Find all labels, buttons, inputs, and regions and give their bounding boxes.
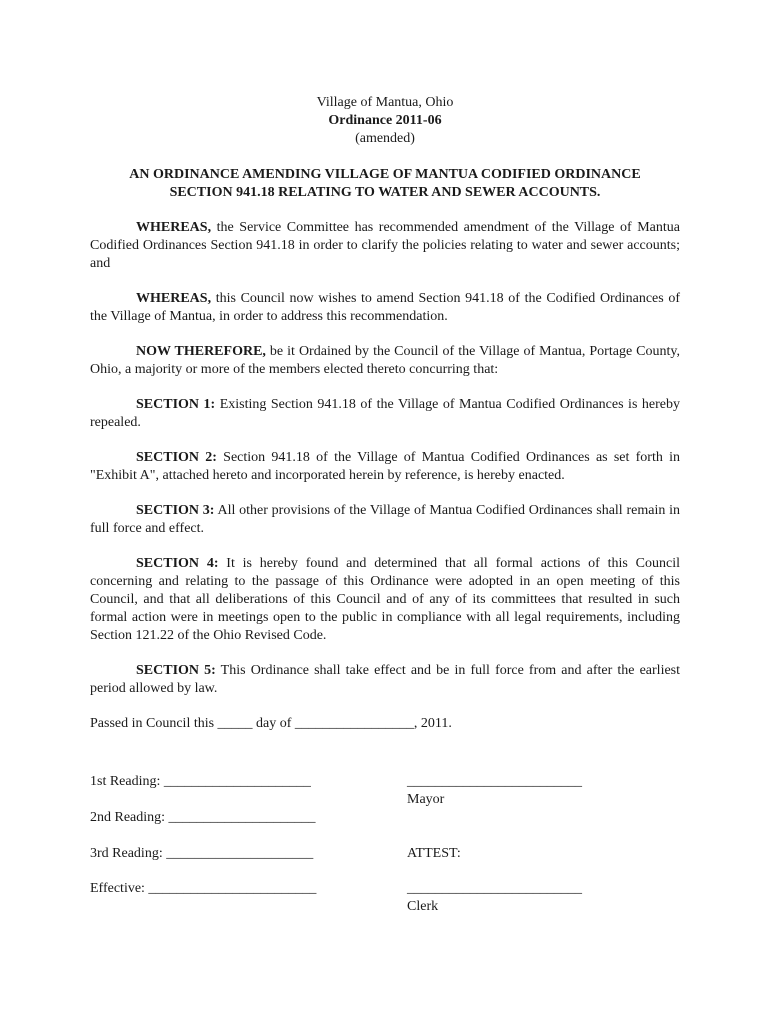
paragraph-lead: SECTION 5:	[136, 663, 216, 678]
whereas-paragraph-2	[90, 290, 680, 326]
effective-line: Effective: ________________________	[90, 881, 317, 896]
whereas-paragraph-1	[90, 219, 680, 273]
attest-label: ATTEST:	[407, 846, 461, 861]
paragraph-text: Section 941.18 of the Village of Mantua Codified Ordinances as set forth in "Exhibit A", attached hereto and incorporated herein by reference, is hereby enacted.	[90, 450, 680, 483]
section-5-paragraph	[90, 662, 680, 698]
signature-block	[90, 769, 680, 929]
paragraph-lead: WHEREAS,	[136, 291, 212, 306]
village-name: Village of Mantua, Ohio	[316, 95, 454, 110]
paragraph-text: All other provisions of the Village of Mantua Codified Ordinances shall remain in full force and effect.	[90, 503, 680, 536]
clerk-signature-line: _________________________	[407, 881, 582, 896]
paragraph-text: This Ordinance shall take effect and be in full force from and after the earliest period allowed by law.	[90, 663, 681, 696]
paragraph-lead: SECTION 1:	[136, 397, 216, 412]
title-line-2: SECTION 941.18 RELATING TO WATER AND SEWER ACCOUNTS.	[169, 185, 601, 200]
paragraph-lead: NOW THEREFORE,	[136, 344, 266, 359]
ordinance-number: Ordinance 2011-06	[328, 113, 442, 128]
mayor-label: Mayor	[407, 792, 445, 807]
paragraph-text: be it Ordained by the Council of the Village of Mantua, Portage County, Ohio, a majority or more of the members elected thereto concurring that:	[90, 344, 680, 377]
now-therefore-paragraph	[90, 343, 680, 379]
document-header	[90, 94, 680, 148]
amended-note: (amended)	[355, 131, 415, 146]
section-2-paragraph	[90, 449, 680, 485]
paragraph-lead: WHEREAS,	[136, 220, 212, 235]
ordinance-title	[90, 166, 680, 202]
third-reading-line: 3rd Reading: _____________________	[90, 846, 314, 861]
paragraph-text: this Council now wishes to amend Section 941.18 of the Codified Ordinances of the Village of Mantua, in order to address this recommendation.	[90, 291, 680, 324]
paragraph-text: Existing Section 941.18 of the Village of Mantua Codified Ordinances is hereby repealed.	[90, 397, 680, 430]
paragraph-text: It is hereby found and determined that all formal actions of this Council concerning and relating to the passage of this Ordinance were adopted in an open meeting of this Council, and that all deliberations of this Council and of any of its committees that resulted in such formal action were in meetings open to the public in compliance with all legal requirements, including Section 121.22 of the Ohio Revised Code.	[90, 556, 680, 643]
clerk-label: Clerk	[407, 899, 439, 914]
paragraph-lead: SECTION 3:	[136, 503, 215, 518]
section-3-paragraph	[90, 502, 680, 538]
paragraph-lead: SECTION 2:	[136, 450, 217, 465]
second-reading-line: 2nd Reading: _____________________	[90, 810, 316, 825]
section-4-paragraph	[90, 555, 680, 645]
document-page	[90, 94, 681, 914]
mayor-signature-line: _________________________	[407, 774, 582, 789]
paragraph-lead: SECTION 4:	[136, 556, 219, 571]
title-line-1: AN ORDINANCE AMENDING VILLAGE OF MANTUA CODIFIED ORDINANCE	[129, 167, 641, 182]
section-1-paragraph	[90, 396, 680, 432]
passed-in-council-line: Passed in Council this _____ day of _________________, 2011.	[90, 716, 452, 731]
paragraph-text: the Service Committee has recommended amendment of the Village of Mantua Codified Ordinances Section 941.18 in order to clarify the policies relating to water and sewer accounts; and	[90, 220, 680, 271]
first-reading-line: 1st Reading: _____________________	[90, 774, 311, 789]
